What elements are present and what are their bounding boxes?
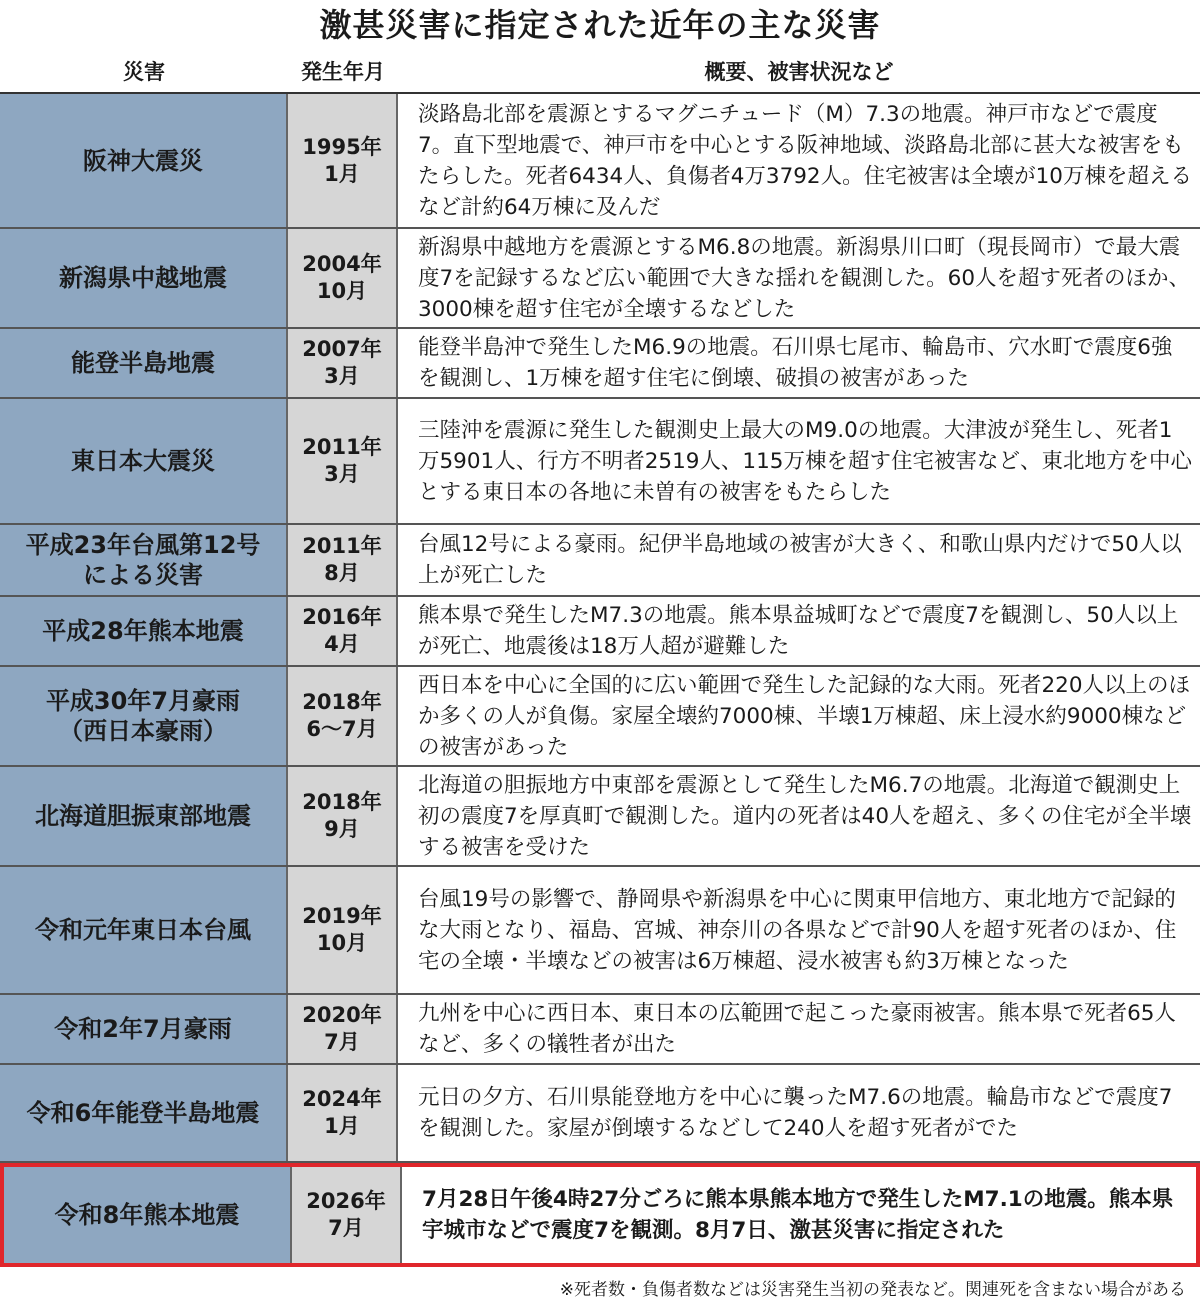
disaster-name: 平成30年7月豪雨 （西日本豪雨） — [0, 667, 288, 765]
table-row — [0, 1065, 1200, 1163]
table-row — [0, 667, 1200, 767]
column-header-disaster: 災害 — [123, 60, 165, 84]
disaster-summary: 三陸沖を震源に発生した観測史上最大のM9.0の地震。大津波が発生し、死者1万5901人、行方不明者2519人、115万棟を超す住宅被害など、東北地方を中心とする東日本の各地に未曽有の被害をもたらした — [398, 399, 1200, 523]
disaster-summary: 北海道の胆振地方中東部を震源として発生したM6.7の地震。北海道で観測史上初の震度7を厚真町で観測した。道内の死者は40人を超え、多くの住宅が全半壊する被害を受けた — [398, 767, 1200, 865]
disaster-name: 北海道胆振東部地震 — [0, 767, 288, 865]
disaster-name: 能登半島地震 — [0, 329, 288, 397]
table-row — [0, 329, 1200, 399]
disaster-date: 2011年 8月 — [288, 525, 398, 595]
disaster-summary: 元日の夕方、石川県能登地方を中心に襲ったM7.6の地震。輪島市などで震度7を観測した。家屋が倒壊するなどして240人を超す死者がでた — [398, 1065, 1200, 1161]
disaster-summary: 7月28日午後4時27分ごろに熊本県熊本地方で発生したM7.1の地震。熊本県宇城市などで震度7を観測。8月7日、激甚災害に指定された — [402, 1167, 1196, 1263]
table-row-highlighted — [0, 1163, 1200, 1267]
table-row — [0, 597, 1200, 667]
table-row — [0, 767, 1200, 867]
disaster-date: 2026年 7月 — [292, 1167, 402, 1263]
table-row — [0, 399, 1200, 525]
disaster-date: 2018年 9月 — [288, 767, 398, 865]
table-row — [0, 525, 1200, 597]
disaster-date: 2004年 10月 — [288, 229, 398, 327]
disaster-summary: 九州を中心に西日本、東日本の広範囲で起こった豪雨被害。熊本県で死者65人など、多くの犠牲者が出た — [398, 995, 1200, 1063]
disaster-date: 1995年 1月 — [288, 94, 398, 227]
column-header-summary: 概要、被害状況など — [704, 60, 894, 84]
disaster-summary: 新潟県中越地方を震源とするM6.8の地震。新潟県川口町（現長岡市）で最大震度7を記録するなど広い範囲で大きな揺れを観測した。60人を超す死者のほか、3000棟を超す住宅が全壊するなどした — [398, 229, 1200, 327]
disaster-summary: 西日本を中心に全国的に広い範囲で発生した記録的な大雨。死者220人以上のほか多くの人が負傷。家屋全壊約7000棟、半壊1万棟超、床上浸水約9000棟などの被害があった — [398, 667, 1200, 765]
disaster-summary: 台風12号による豪雨。紀伊半島地域の被害が大きく、和歌山県内だけで50人以上が死亡した — [398, 525, 1200, 595]
disaster-summary: 熊本県で発生したM7.3の地震。熊本県益城町などで震度7を観測し、50人以上が死亡、地震後は18万人超が避難した — [398, 597, 1200, 665]
disaster-summary: 能登半島沖で発生したM6.9の地震。石川県七尾市、輪島市、穴水町で震度6強を観測し、1万棟を超す住宅に倒壊、破損の被害があった — [398, 329, 1200, 397]
disaster-name: 東日本大震災 — [0, 399, 288, 523]
disaster-date: 2011年 3月 — [288, 399, 398, 523]
disaster-name: 令和8年熊本地震 — [4, 1167, 292, 1263]
table-row — [0, 94, 1200, 229]
disaster-date: 2024年 1月 — [288, 1065, 398, 1161]
disaster-name: 令和2年7月豪雨 — [0, 995, 288, 1063]
disaster-date: 2020年 7月 — [288, 995, 398, 1063]
page-title: 激甚災害に指定された近年の主な災害 — [319, 6, 881, 44]
disaster-name: 阪神大震災 — [0, 94, 288, 227]
table-row — [0, 229, 1200, 329]
disaster-name: 平成23年台風第12号 による災害 — [0, 525, 288, 595]
disaster-date: 2019年 10月 — [288, 867, 398, 993]
disaster-name: 平成28年熊本地震 — [0, 597, 288, 665]
footnote: ※死者数・負傷者数などは災害発生当初の発表など。関連死を含まない場合がある — [559, 1280, 1186, 1300]
disaster-name: 新潟県中越地震 — [0, 229, 288, 327]
table-row — [0, 867, 1200, 995]
disaster-date: 2018年 6～7月 — [288, 667, 398, 765]
column-header-date: 発生年月 — [301, 60, 385, 84]
disaster-summary: 台風19号の影響で、静岡県や新潟県を中心に関東甲信地方、東北地方で記録的な大雨となり、福島、宮城、神奈川の各県などで計90人を超す死者のほか、住宅の全壊・半壊などの被害は6万棟超、浸水被害も約3万棟となった — [398, 867, 1200, 993]
disaster-table — [0, 92, 1200, 1267]
disaster-summary: 淡路島北部を震源とするマグニチュード（M）7.3の地震。神戸市などで震度7。直下型地震で、神戸市を中心とする阪神地域、淡路島北部に甚大な被害をもたらした。死者6434人、負傷者4万3792人。住宅被害は全壊が10万棟を超えるなど計約64万棟に及んだ — [398, 94, 1200, 227]
disaster-name: 令和6年能登半島地震 — [0, 1065, 288, 1161]
disaster-date: 2016年 4月 — [288, 597, 398, 665]
table-row — [0, 995, 1200, 1065]
disaster-name: 令和元年東日本台風 — [0, 867, 288, 993]
disaster-date: 2007年 3月 — [288, 329, 398, 397]
